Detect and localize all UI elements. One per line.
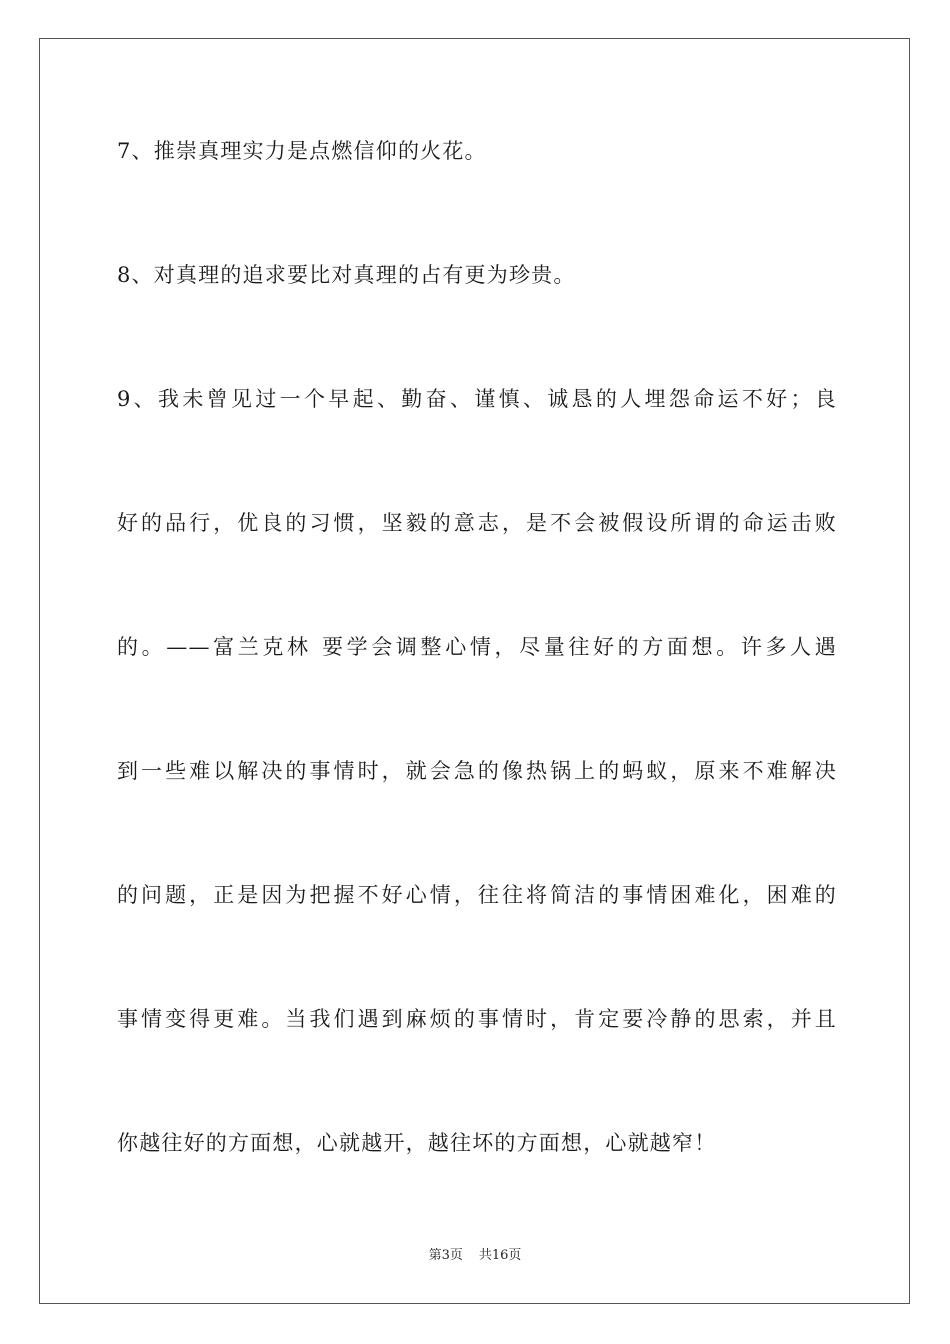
paragraph-line: 8、对真理的追求要比对真理的占有更为珍贵。: [117, 263, 576, 287]
page-border: [39, 38, 910, 1304]
paragraph-line: 到一些难以解决的事情时，就会急的像热锅上的蚂蚁，原来不难解决: [117, 759, 837, 783]
paragraph-line: 事情变得更难。当我们遇到麻烦的事情时，肯定要冷静的思索，并且: [117, 1007, 837, 1031]
paragraph-line: 9、我未曾见过一个早起、勤奋、谨慎、诚恳的人埋怨命运不好；良: [117, 387, 837, 411]
page-footer: [0, 1247, 950, 1265]
page-number: 第3页: [428, 1248, 463, 1263]
paragraph-line: 的。——富兰克林 要学会调整心情，尽量往好的方面想。许多人遇: [117, 635, 837, 659]
page-total: 共16页: [478, 1248, 522, 1263]
paragraph-line: 的问题，正是因为把握不好心情，往往将简洁的事情困难化，困难的: [117, 883, 837, 907]
paragraph-line: 好的品行，优良的习惯，坚毅的意志，是不会被假设所谓的命运击败: [117, 511, 837, 535]
paragraph-line: 7、推崇真理实力是点燃信仰的火花。: [117, 139, 487, 163]
paragraph-line: 你越往好的方面想，心就越开，越往坏的方面想，心就越窄！: [117, 1131, 717, 1155]
